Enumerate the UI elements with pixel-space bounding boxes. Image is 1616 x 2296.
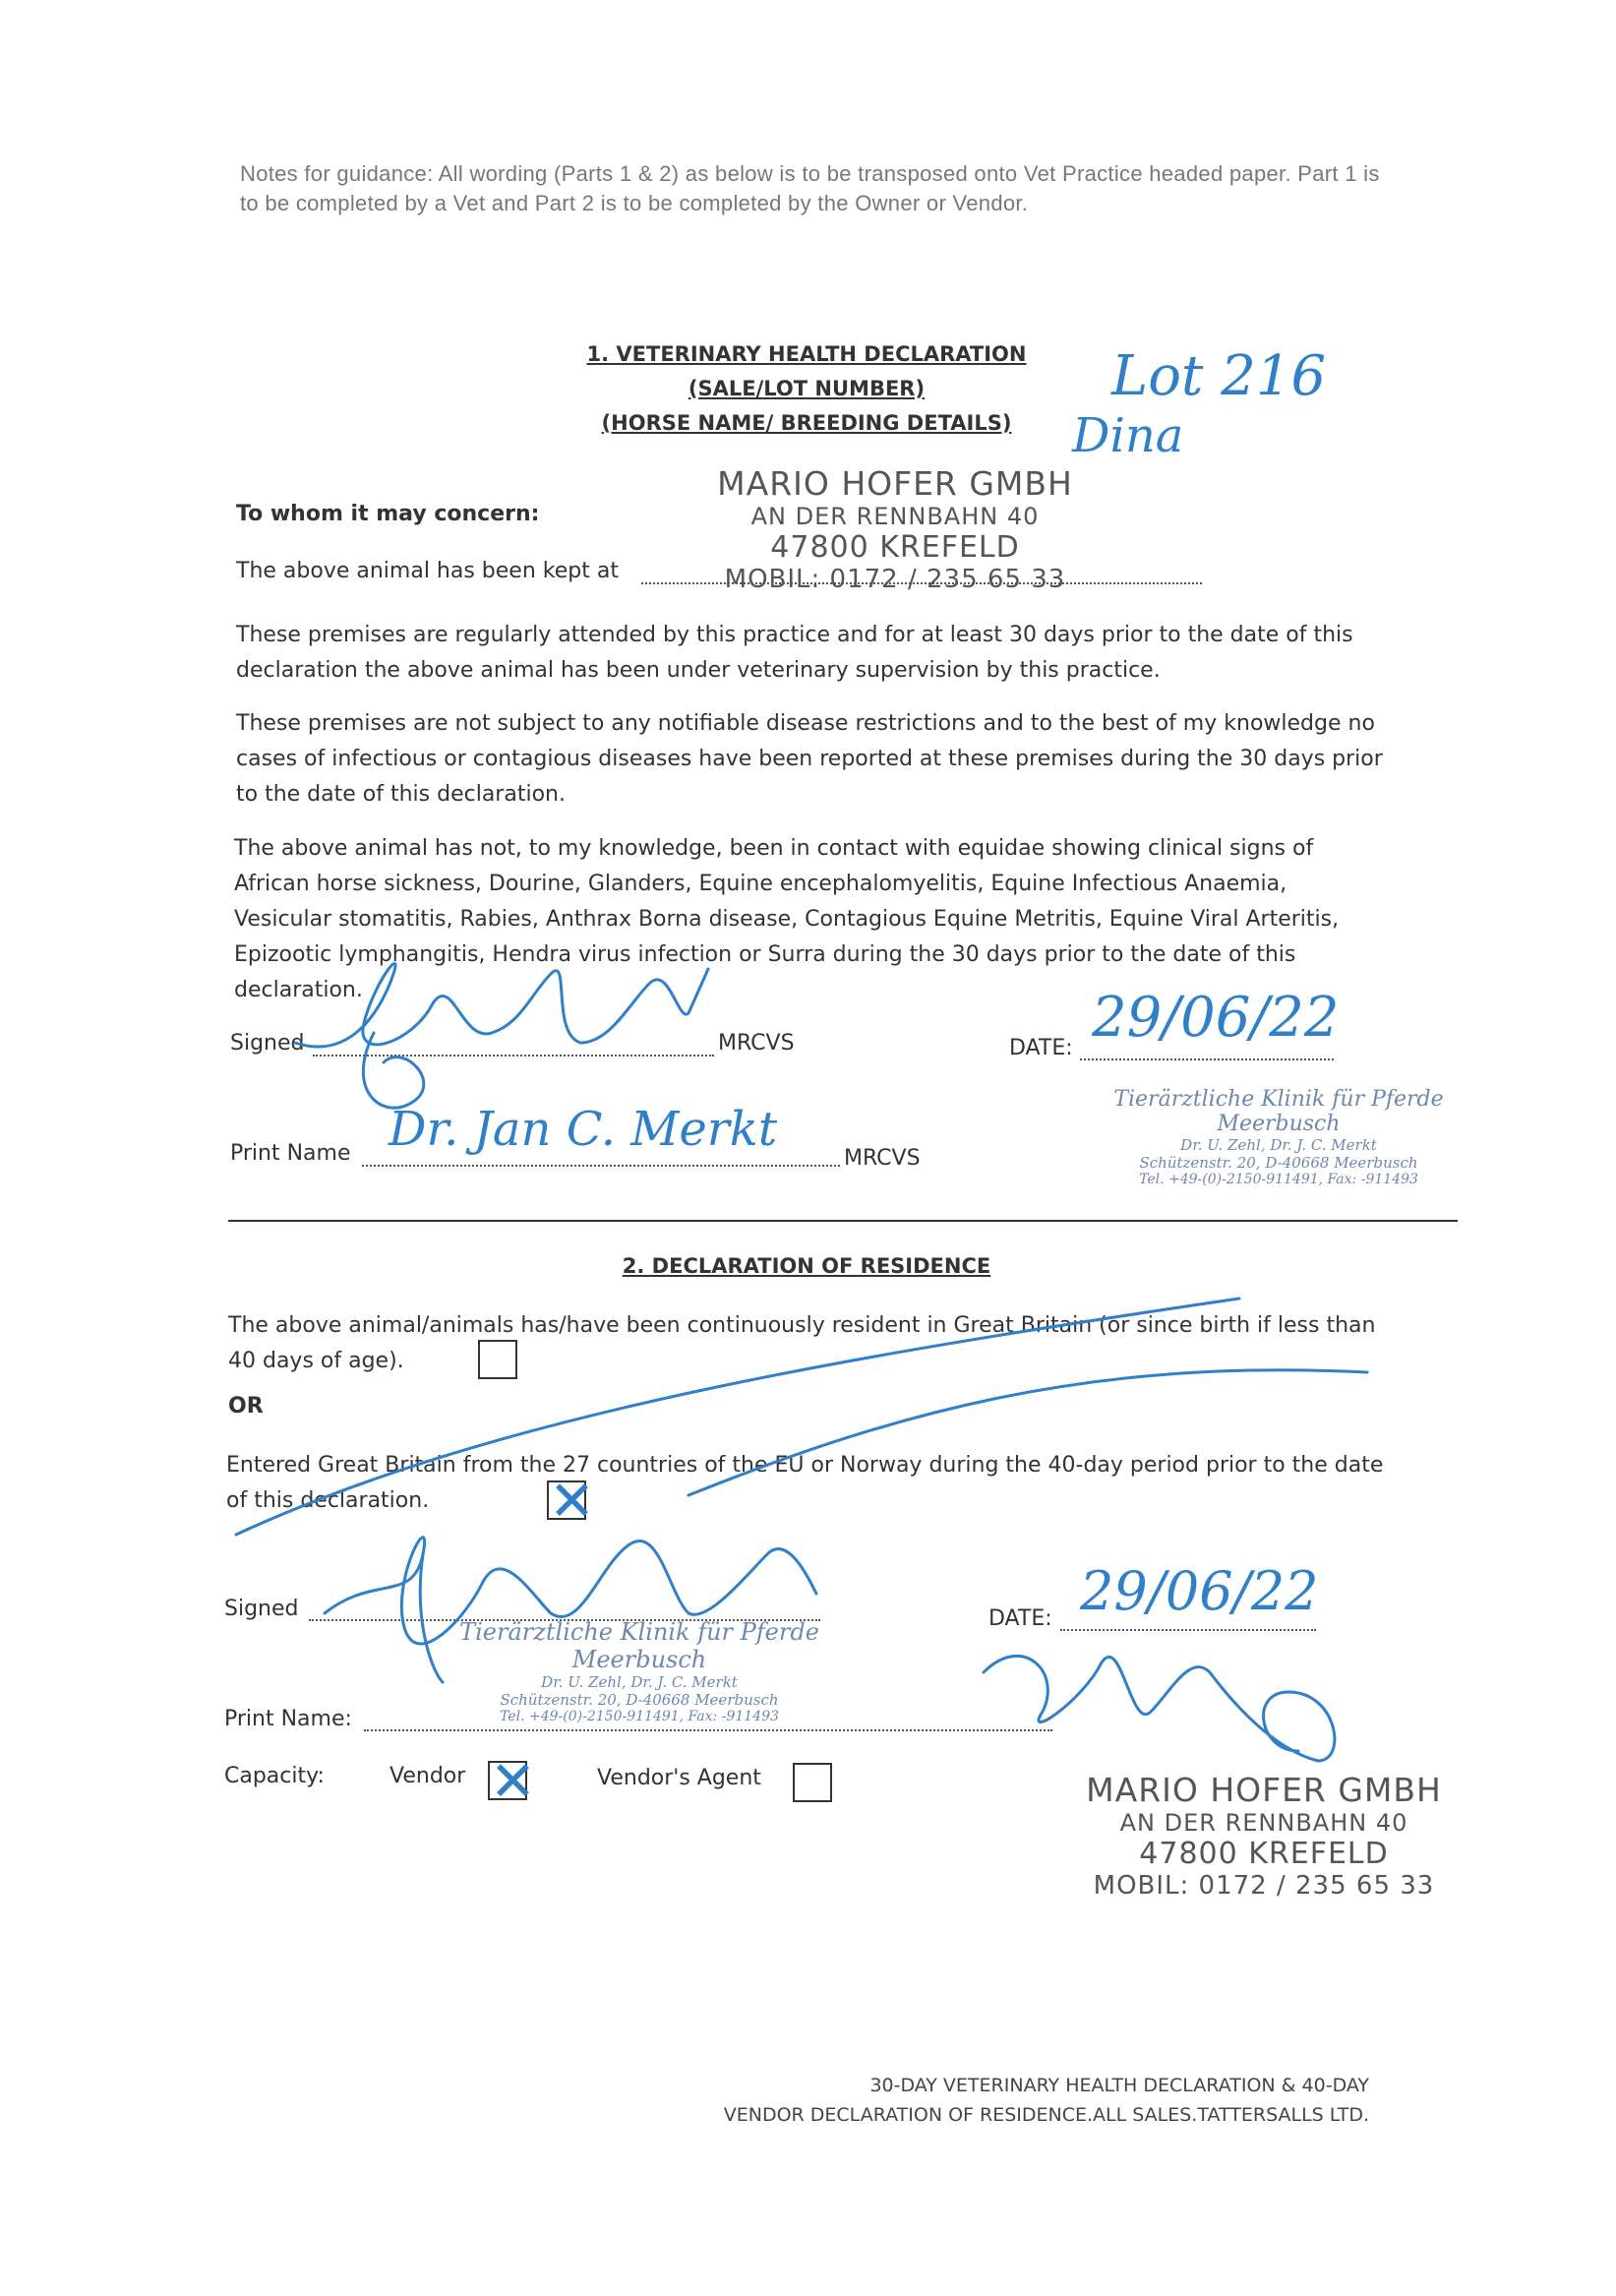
vendors-agent-label: Vendor's Agent bbox=[597, 1766, 761, 1790]
stamp-street: AN DER RENNBAHN 40 bbox=[750, 503, 1040, 530]
vendor-stamp-phone: MOBIL: 0172 / 235 65 33 bbox=[1093, 1871, 1435, 1901]
residence-option-1-strikeout-2 bbox=[688, 1370, 1367, 1495]
capacity-label: Capacity: bbox=[224, 1764, 325, 1788]
part2-print-name-label: Print Name: bbox=[224, 1707, 352, 1731]
residence-option-1-strikeout bbox=[236, 1299, 1239, 1535]
kept-at-label: The above animal has been kept at bbox=[236, 559, 619, 583]
paragraph-supervision: These premises are regularly attended by this practice and for at least 30 days prior to the date of this declaration the above animal has been under veterinary supervision by this practice. bbox=[236, 623, 1353, 683]
vet-stamp-doctors: Dr. U. Zehl, Dr. J. C. Merkt bbox=[1180, 1136, 1377, 1154]
vet-stamp-address: Schützenstr. 20, D-40668 Meerbusch bbox=[1139, 1154, 1418, 1172]
stamp-company: MARIO HOFER GMBH bbox=[717, 464, 1073, 503]
or-label: OR bbox=[228, 1394, 264, 1419]
handwritten-horse-name: Dina bbox=[1072, 408, 1184, 463]
footer-line-1: 30-DAY VETERINARY HEALTH DECLARATION & 40-DAY bbox=[869, 2075, 1369, 2096]
residence-option-1: The above animal/animals has/have been continuously resident in Great Britain (or since birth if less than 40 days of age). bbox=[228, 1313, 1376, 1373]
part1-date-label: DATE: bbox=[1009, 1036, 1073, 1060]
part1-date-value: 29/06/22 bbox=[1092, 986, 1340, 1050]
part2-signature-tail bbox=[420, 1554, 443, 1682]
paragraph-restrictions: These premises are not subject to any notifiable disease restrictions and to the best of my knowledge no cases of infectious or contagious diseases have been reported at these premises during the 30 days prior to the date of this declaration. bbox=[236, 711, 1383, 807]
part1-mrcvs-1: MRCVS bbox=[718, 1031, 795, 1056]
part2-title: 2. DECLARATION OF RESIDENCE bbox=[622, 1254, 991, 1278]
footer-line-2: VENDOR DECLARATION OF RESIDENCE.ALL SALES.TATTERSALLS LTD. bbox=[723, 2104, 1369, 2126]
vet-stamp-2-town: Meerbusch bbox=[571, 1646, 707, 1673]
part2-date-value: 29/06/22 bbox=[1080, 1560, 1319, 1622]
guidance-notes: Notes for guidance: All wording (Parts 1 & 2) as below is to be transposed onto Vet Practice headed paper. Part 1 is to be completed by a Vet and Part 2 is to be completed by the Owner or Vendor. bbox=[240, 161, 1380, 215]
part1-subtitle-horse: (HORSE NAME/ BREEDING DETAILS) bbox=[601, 411, 1012, 435]
vendor-stamp-company: MARIO HOFER GMBH bbox=[1086, 1771, 1442, 1809]
vendor-stamp-street: AN DER RENNBAHN 40 bbox=[1119, 1809, 1408, 1837]
vet-stamp-town: Meerbusch bbox=[1217, 1112, 1341, 1136]
residence-option-2: Entered Great Britain from the 27 countries of the EU or Norway during the 40-day period prior to the date of this declaration. bbox=[226, 1453, 1384, 1513]
stamp-phone: MOBIL: 0172 / 235 65 33 bbox=[724, 565, 1066, 594]
part1-signature bbox=[295, 964, 708, 1047]
salutation: To whom it may concern: bbox=[236, 502, 540, 526]
part2-date-label: DATE: bbox=[988, 1606, 1052, 1631]
vet-stamp-2-doctors: Dr. U. Zehl, Dr. J. C. Merkt bbox=[541, 1673, 738, 1691]
paragraph-contact: The above animal has not, to my knowledge, been in contact with equidae showing clinical signs of African horse sickness, Dourine, Glanders, Equine encephalomyelitis, Equine Infectious Anaemia, Vesicular stomatitis, Rabies, Anthrax Borna disease, Contagious Equine Metritis, Equine Viral Arteritis, Epizootic lymphangitis, Hendra virus infection or Surra during the 30 days prior to the date of this declaration. bbox=[234, 836, 1340, 1002]
part2-signed-label: Signed bbox=[224, 1597, 299, 1621]
vet-stamp-2-clinic: Tierärztliche Klinik für Pferde bbox=[459, 1618, 819, 1646]
vendor-signature bbox=[984, 1656, 1335, 1761]
part1-print-name-label: Print Name bbox=[230, 1141, 351, 1166]
option-2-check-mark: ✕ bbox=[549, 1470, 595, 1534]
vendor-check-mark: ✕ bbox=[490, 1750, 536, 1814]
part1-title: 1. VETERINARY HEALTH DECLARATION bbox=[586, 342, 1027, 366]
part1-subtitle-lot: (SALE/LOT NUMBER) bbox=[688, 377, 926, 400]
footer bbox=[511, 2071, 1369, 2130]
part2-signature bbox=[325, 1538, 816, 1644]
vendor-stamp-city: 47800 KREFELD bbox=[1139, 1837, 1389, 1871]
part1-print-name-value: Dr. Jan C. Merkt bbox=[389, 1102, 778, 1157]
vet-stamp-2-address: Schützenstr. 20, D-40668 Meerbusch bbox=[500, 1691, 779, 1709]
part1-signed-label: Signed bbox=[230, 1031, 305, 1056]
vet-stamp-2-phone: Tel. +49-(0)-2150-911491, Fax: -911493 bbox=[500, 1709, 779, 1724]
handwritten-lot-number: Lot 216 bbox=[1111, 344, 1327, 408]
vet-stamp-phone: Tel. +49-(0)-2150-911491, Fax: -911493 bbox=[1139, 1172, 1418, 1187]
vendor-label: Vendor bbox=[389, 1764, 466, 1788]
part1-mrcvs-2: MRCVS bbox=[844, 1146, 921, 1171]
stamp-city: 47800 KREFELD bbox=[770, 530, 1020, 565]
vet-stamp-clinic: Tierärztliche Klinik für Pferde bbox=[1113, 1087, 1444, 1112]
